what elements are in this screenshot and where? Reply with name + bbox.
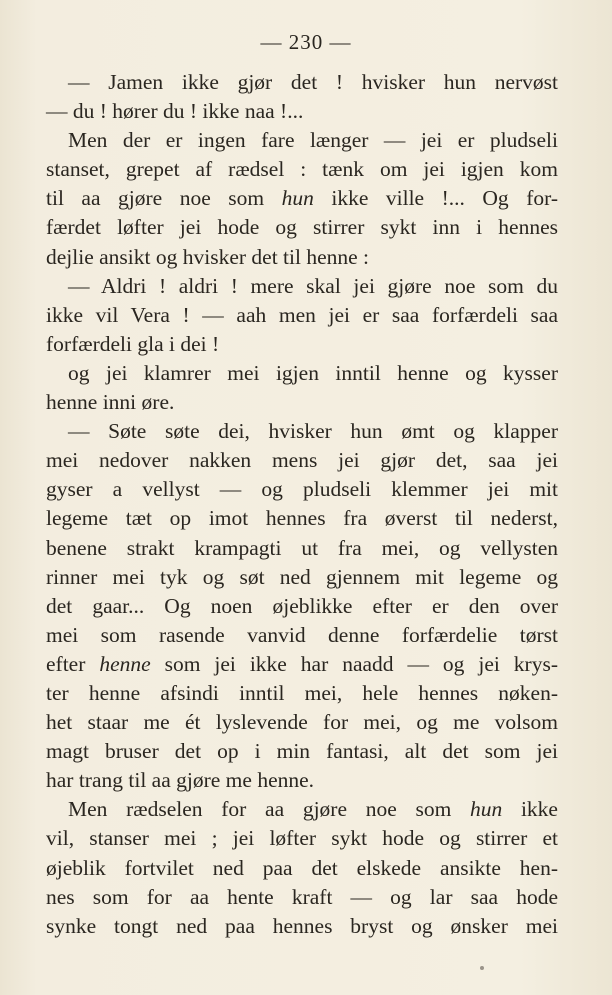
page-number: — 230 — <box>260 30 352 54</box>
text-line: — du ! hører du ! ikke naa !... <box>46 99 304 124</box>
text-line: legeme tæt op imot hennes fra øverst til nederst, <box>46 506 558 531</box>
text-line: stanset, grepet af rædsel : tænk om jei igjen kom <box>46 157 558 182</box>
text-line: vil, stanser mei ; jei løfter sykt hode og stirrer et <box>46 826 558 851</box>
text-line: mei som rasende vanvid denne forfærdelie tørst <box>46 622 558 647</box>
text-line: rinner mei tyk og søt ned gjennem mit legeme og <box>46 564 558 589</box>
text-line <box>46 795 558 824</box>
text-line: henne inni øre. <box>46 390 175 415</box>
text-line: synke tongt ned paa hennes bryst og ønsker mei <box>46 913 558 938</box>
text-line: gyser a vellyst — og pludseli klemmer jei mit <box>46 477 558 502</box>
emphasized-word: hun <box>470 797 503 822</box>
text-line: ikke vil Vera ! — aah men jei er saa forfærdeli saa <box>46 302 558 327</box>
body-text <box>46 68 558 941</box>
text-line <box>46 184 558 213</box>
text-line: og jei klamrer mei igjen inntil henne og kysser <box>68 360 558 385</box>
text-line: — Aldri ! aldri ! mere skal jei gjøre noe som du <box>68 273 558 298</box>
paper-speck <box>480 966 484 970</box>
text-line <box>46 650 558 679</box>
text-line: het staar me ét lyslevende for mei, og me volsom <box>46 710 558 735</box>
text-line: Men der er ingen fare længer — jei er pludseli <box>68 128 558 153</box>
text-line: benene strakt krampagti ut fra mei, og vellysten <box>46 535 558 560</box>
text-line: færdet løfter jei hode og stirrer sykt inn i hennes <box>46 215 558 240</box>
emphasized-word: henne <box>99 651 151 676</box>
text-line: forfærdeli gla i dei ! <box>46 331 220 356</box>
emphasized-word: hun <box>281 186 314 211</box>
text-segment: ikke <box>502 797 558 822</box>
text-line: øjeblik fortvilet ned paa det elskede ansikte hen- <box>46 855 558 880</box>
text-line: det gaar... Og noen øjeblikke efter er den over <box>46 593 558 618</box>
text-line: mei nedover nakken mens jei gjør det, saa jei <box>46 448 558 473</box>
text-segment: Men rædselen for aa gjøre noe som <box>68 797 470 822</box>
text-line: magt bruser det op i min fantasi, alt det som jei <box>46 739 558 764</box>
text-line: har trang til aa gjøre me henne. <box>46 768 315 793</box>
text-segment: ikke ville !... Og for- <box>313 186 558 211</box>
text-line: ter henne afsindi inntil mei, hele hennes nøken- <box>46 680 558 705</box>
text-segment: efter <box>46 651 100 676</box>
text-line: nes som for aa hente kraft — og lar saa hode <box>46 884 558 909</box>
text-segment: til aa gjøre noe som <box>46 186 282 211</box>
text-line: dejlie ansikt og hvisker det til henne : <box>46 244 370 269</box>
text-line: — Søte søte dei, hvisker hun ømt og klapper <box>68 419 558 444</box>
text-line: — Jamen ikke gjør det ! hvisker hun nervøst <box>68 70 558 94</box>
text-segment: som jei ikke har naadd — og jei krys- <box>150 651 558 676</box>
